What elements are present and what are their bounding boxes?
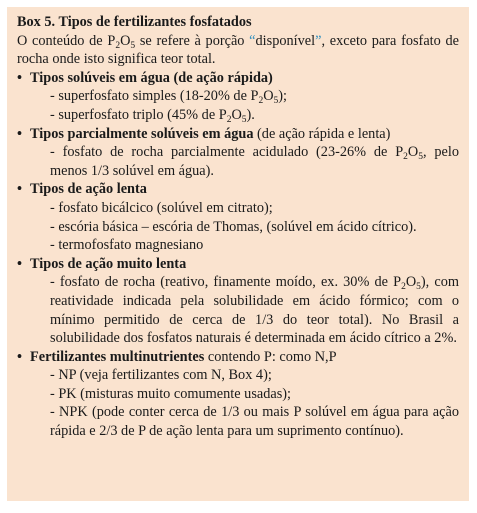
section-water-soluble [17, 69, 459, 125]
quoted-word: disponível [255, 32, 316, 49]
list-item: - PK (misturas muito comumente usadas); [50, 385, 292, 402]
section-heading-line [30, 125, 459, 144]
section-partially-soluble [17, 125, 459, 181]
subscript-5: 5 [418, 152, 423, 163]
section-heading-line [30, 348, 459, 367]
intro-text-c: se refere à porção [135, 32, 250, 49]
fertilizer-info-box [7, 7, 469, 501]
section-heading: Tipos de ação lenta [30, 181, 147, 198]
list-item: - NP (veja fertilizantes com N, Box 4); [50, 367, 272, 384]
item-text: ); [278, 88, 288, 105]
section-multinutrient [17, 348, 459, 441]
subscript-5: 5 [416, 282, 421, 293]
bullet-icon: • [17, 181, 23, 198]
item-text: ). [246, 106, 255, 123]
subscript-5: 5 [273, 96, 279, 107]
item-text: , pelo menos 1/3 solúvel em água). [50, 144, 459, 179]
list-item [30, 106, 459, 125]
section-very-slow-action [17, 255, 459, 348]
list-item [30, 273, 459, 347]
list-item [30, 143, 459, 180]
quote-close: ” [315, 32, 322, 49]
section-heading: Tipos parcialmente solúveis em água [30, 125, 254, 142]
list-item: - escória básica – escória de Thomas, (solúvel em ácido cítrico). [50, 218, 417, 235]
box-title: Box 5. Tipos de fertilizantes fosfatados [17, 14, 252, 30]
intro-paragraph [17, 32, 459, 69]
subscript-5: 5 [130, 40, 136, 51]
subscript-2: 2 [115, 40, 121, 51]
list-item [30, 87, 459, 106]
item-text: O [405, 274, 417, 291]
section-heading: Tipos solúveis em água (de ação rápida) [30, 69, 273, 86]
intro-text-a: O conteúdo de P [17, 32, 116, 49]
item-text: O [231, 106, 242, 123]
subscript-2: 2 [226, 114, 232, 125]
subscript-5: 5 [241, 114, 247, 125]
bullet-icon: • [17, 69, 23, 86]
bullet-icon: • [17, 125, 23, 142]
item-text: ), com reatividade indicada pela solubilidade em ácido fórmico; com o mínimo permitido de cerca de 1/3 do teor total). No Brasil a solubilidade dos fosfatos naturais é determinada em ácido cítrico a 2%. [50, 274, 459, 347]
intro-text-d: , exceto para fosfato de rocha onde isto significa teor total. [17, 32, 459, 68]
item-text: - superfosfato triplo (45% de P [50, 106, 227, 123]
section-heading-rest: contendo P: como N,P [204, 348, 337, 365]
item-text: - fosfato de rocha (reativo, finamente moído, ex. 30% de P [50, 274, 402, 291]
subscript-2: 2 [403, 152, 408, 163]
subscript-2: 2 [258, 96, 264, 107]
item-text: - fosfato de rocha parcialmente acidulado (23-26% de P [50, 144, 404, 161]
bullet-icon: • [17, 348, 23, 365]
section-slow-action [17, 180, 459, 254]
list-item: - NPK (pode conter cerca de 1/3 ou mais P solúvel em água para ação rápida e 2/3 de P de ação lenta para um suprimento contínuo). [50, 404, 459, 440]
item-text: O [407, 144, 419, 161]
intro-text-b: O [120, 32, 131, 49]
item-text: - superfosfato simples (18-20% de P [50, 88, 259, 105]
list-item: - termofosfato magnesiano [50, 237, 204, 254]
section-heading-rest: (de ação rápida e lenta) [253, 125, 391, 142]
subscript-2: 2 [401, 282, 406, 293]
quote-open: “ [249, 32, 256, 49]
bullet-icon: • [17, 255, 23, 272]
item-text: O [263, 88, 274, 105]
section-heading: Fertilizantes multinutrientes [30, 348, 205, 365]
section-heading: Tipos de ação muito lenta [30, 255, 187, 272]
list-item: - fosfato bicálcico (solúvel em citrato); [50, 199, 273, 216]
